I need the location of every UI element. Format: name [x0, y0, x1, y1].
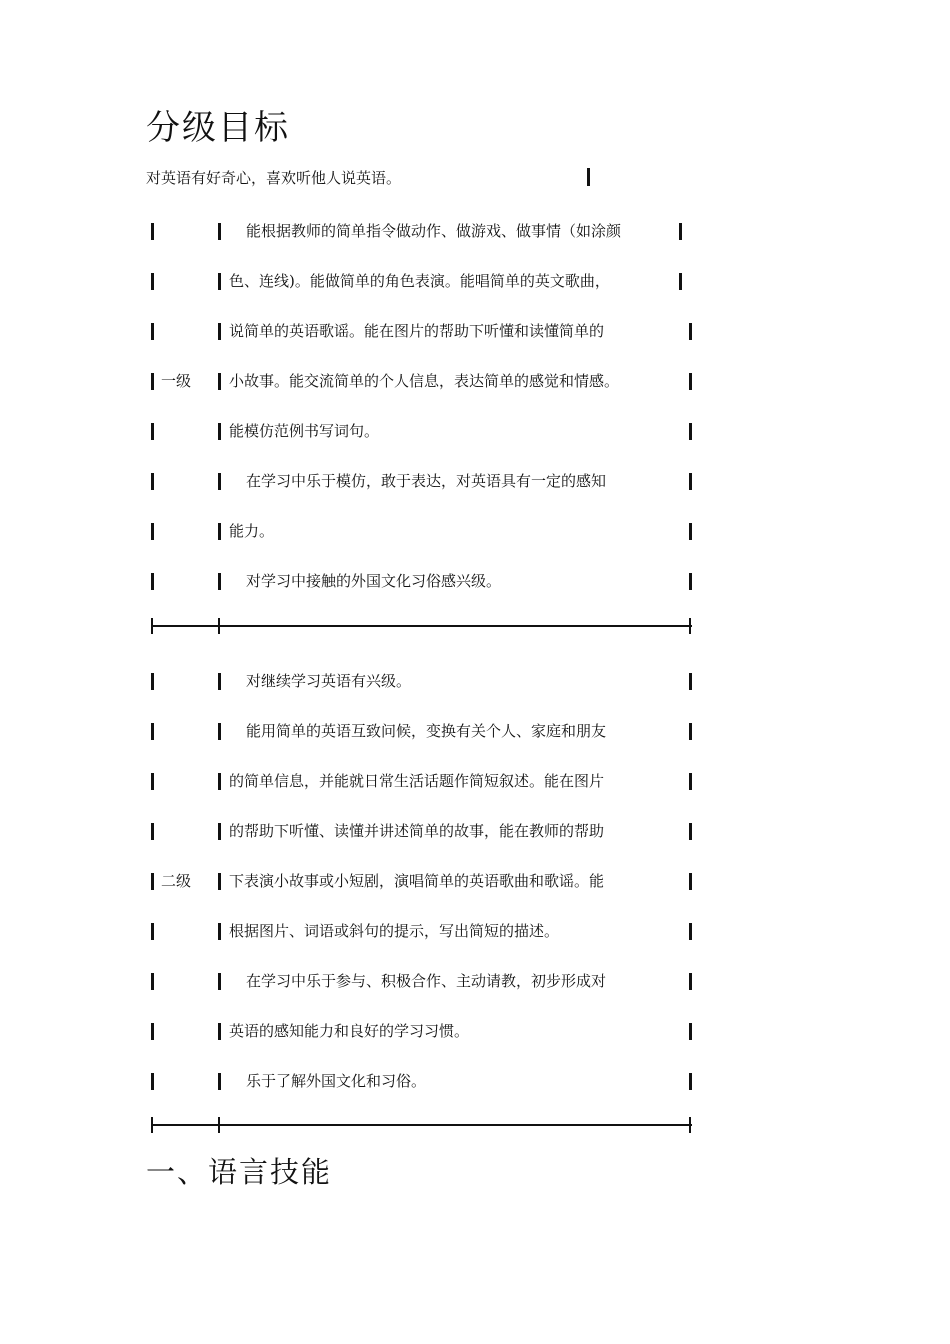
table-border-right: [689, 1023, 692, 1040]
table-border-right: [689, 523, 692, 540]
divider-tick: [151, 1117, 153, 1133]
table-border-mid: [218, 223, 221, 240]
table-cell-text: 乐于了解外国文化和习俗。: [246, 1072, 427, 1090]
table-border-left: [151, 873, 154, 890]
table-border-mid: [218, 573, 221, 590]
table-border-left: [151, 373, 154, 390]
table-border-mid: [218, 1023, 221, 1040]
table-row: [0, 715, 950, 765]
table-border-left: [151, 223, 154, 240]
table-border-mid: [218, 873, 221, 890]
table-row: [0, 915, 950, 965]
table-border-mark: [587, 168, 590, 186]
table-cell-text: 对继续学习英语有兴级。: [246, 672, 412, 690]
table-border-mid: [218, 923, 221, 940]
table-cell-text: 能模仿范例书写词句。: [229, 422, 380, 440]
table-border-mid: [218, 273, 221, 290]
table-border-left: [151, 523, 154, 540]
table-border-mid: [218, 673, 221, 690]
table-border-right: [689, 873, 692, 890]
table-row: [0, 215, 950, 265]
table-divider: [151, 618, 692, 634]
table-row: [0, 465, 950, 515]
table-border-right: [689, 1073, 692, 1090]
intro-text: 对英语有好奇心，喜欢听他人说英语。: [146, 169, 402, 187]
table-cell-text: 对学习中接触的外国文化习俗感兴级。: [246, 572, 502, 590]
table-cell-text: 色、连线)。能做简单的角色表演。能唱简单的英文歌曲，: [229, 272, 610, 290]
table-divider: [151, 1117, 692, 1133]
table-border-left: [151, 773, 154, 790]
table-border-left: [151, 323, 154, 340]
table-border-left: [151, 1073, 154, 1090]
table-border-left: [151, 473, 154, 490]
table-row: [0, 965, 950, 1015]
table-row: [0, 815, 950, 865]
table-border-right: [689, 573, 692, 590]
table-border-mid: [218, 723, 221, 740]
table-border-right: [689, 323, 692, 340]
divider-line: [151, 1124, 692, 1126]
table-cell-text: 根据图片、词语或斜句的提示，写出简短的描述。: [229, 922, 560, 940]
table-row: [0, 1065, 950, 1115]
table-border-left: [151, 573, 154, 590]
level-label: 二级: [161, 872, 192, 890]
table-border-left: [151, 923, 154, 940]
table-cell-text: 英语的感知能力和良好的学习习惯。: [229, 1022, 470, 1040]
table-border-left: [151, 423, 154, 440]
divider-tick: [218, 618, 220, 634]
table-border-mid: [218, 823, 221, 840]
table-cell-text: 能用简单的英语互致问候，变换有关个人、家庭和朋友: [246, 722, 607, 740]
table-cell-text: 下表演小故事或小短剧，演唱简单的英语歌曲和歌谣。能: [229, 872, 605, 890]
table-border-right: [689, 773, 692, 790]
table-row: [0, 865, 950, 915]
table-cell-text: 的简单信息，并能就日常生活话题作简短叙述。能在图片: [229, 772, 605, 790]
table-border-right: [689, 423, 692, 440]
table-row: [0, 665, 950, 715]
table-cell-text: 在学习中乐于模仿，敢于表达，对英语具有一定的感知: [246, 472, 607, 490]
table-border-right: [689, 373, 692, 390]
divider-tick: [689, 1117, 691, 1133]
table-border-mid: [218, 1073, 221, 1090]
table-border-right: [689, 973, 692, 990]
table-border-right: [679, 273, 682, 290]
table-border-right: [689, 823, 692, 840]
table-border-mid: [218, 473, 221, 490]
table-border-mid: [218, 373, 221, 390]
divider-tick: [218, 1117, 220, 1133]
level-label: 一级: [161, 372, 192, 390]
section-title: 一、语言技能: [146, 1155, 333, 1189]
table-border-right: [689, 923, 692, 940]
table-border-mid: [218, 773, 221, 790]
divider-tick: [689, 618, 691, 634]
table-border-left: [151, 673, 154, 690]
table-border-right: [689, 723, 692, 740]
table-border-mid: [218, 973, 221, 990]
divider-tick: [151, 618, 153, 634]
table-border-left: [151, 823, 154, 840]
table-border-right: [689, 473, 692, 490]
table-row: [0, 315, 950, 365]
table-border-mid: [218, 423, 221, 440]
table-row: [0, 565, 950, 615]
table-row: [0, 1015, 950, 1065]
table-row: [0, 515, 950, 565]
table-border-mid: [218, 323, 221, 340]
table-cell-text: 的帮助下听懂、读懂并讲述简单的故事，能在教师的帮助: [229, 822, 605, 840]
table-border-right: [689, 673, 692, 690]
page-title: 分级目标: [146, 108, 290, 148]
table-border-left: [151, 723, 154, 740]
table-row: [0, 415, 950, 465]
table-border-left: [151, 1023, 154, 1040]
table-cell-text: 能根据教师的简单指令做动作、做游戏、做事情（如涂颜: [246, 222, 622, 240]
divider-line: [151, 625, 692, 627]
table-border-right: [679, 223, 682, 240]
table-border-left: [151, 273, 154, 290]
table-cell-text: 能力。: [229, 522, 275, 540]
table-cell-text: 在学习中乐于参与、积极合作、主动请教，初步形成对: [246, 972, 607, 990]
table-row: [0, 265, 950, 315]
table-row: [0, 765, 950, 815]
table-border-mid: [218, 523, 221, 540]
table-row: [0, 365, 950, 415]
table-cell-text: 小故事。能交流简单的个人信息，表达简单的感觉和情感。: [229, 372, 620, 390]
table-cell-text: 说简单的英语歌谣。能在图片的帮助下听懂和读懂简单的: [229, 322, 605, 340]
table-border-left: [151, 973, 154, 990]
